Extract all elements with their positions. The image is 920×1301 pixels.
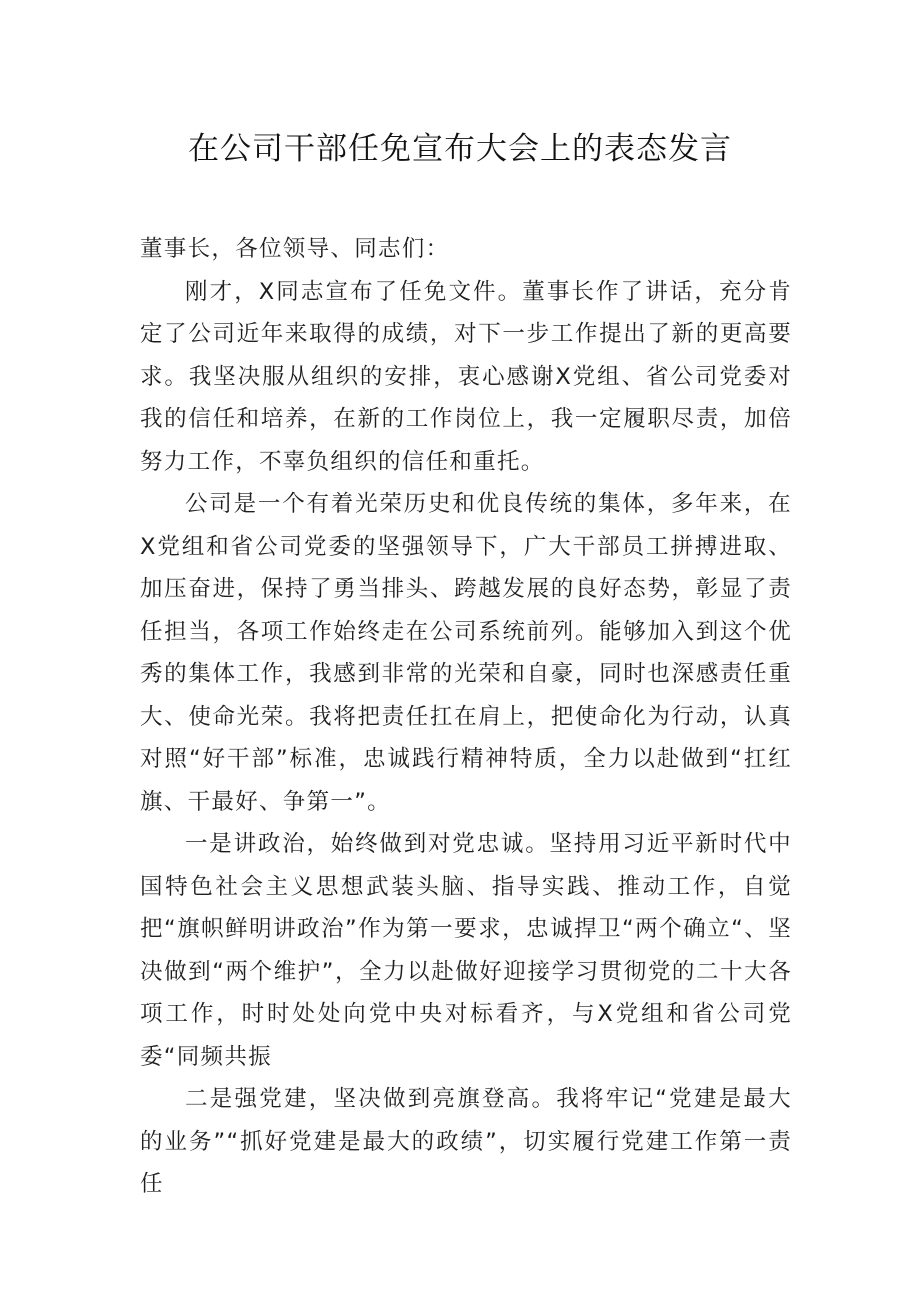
paragraph-opening: 刚才，X同志宣布了任免文件。董事长作了讲话，充分肯定了公司近年来取得的成绩，对下一步工作提出了新的更高要求。我坚决服从组织的安排，衷心感谢X党组、省公司党委对我的信任和培养，在新的工作岗位上，我一定履职尽责，加倍努力工作，不辜负组织的信任和重托。 — [140, 278, 792, 475]
salutation: 董事长，各位领导、同志们： — [140, 236, 450, 262]
document-body — [140, 228, 792, 1206]
paragraph-company: 公司是一个有着光荣历史和优良传统的集体，多年来，在X党组和省公司党委的坚强领导下，广大干部员工拼搏进取、加压奋进，保持了勇当排头、跨越发展的良好态势，彰显了责任担当，各项工作始终走在公司系统前列。能够加入到这个优秀的集体工作，我感到非常的光荣和自豪，同时也深感责任重大、使命光荣。我将把责任扛在肩上，把使命化为行动，认真对照“好干部”标准，忠诚践行精神特质，全力以赴做到“扛红旗、干最好、争第一”。 — [140, 491, 792, 815]
paragraph-point-one: 一是讲政治，始终做到对党忠诚。坚持用习近平新时代中国特色社会主义思想武装头脑、指导实践、推动工作，自觉把“旗帜鲜明讲政治”作为第一要求，忠诚捍卫“两个确立“、坚决做到“两个维护”，全力以赴做好迎接学习贯彻党的二十大各项工作，时时处处向党中央对标看齐，与X党组和省公司党委“同频共振 — [140, 831, 792, 1070]
document-title: 在公司干部任免宣布大会上的表态发言 — [188, 131, 732, 167]
paragraph-point-two: 二是强党建，坚决做到亮旗登高。我将牢记“党建是最大的业务”“抓好党建是最大的政绩”，切实履行党建工作第一责任 — [140, 1086, 792, 1197]
